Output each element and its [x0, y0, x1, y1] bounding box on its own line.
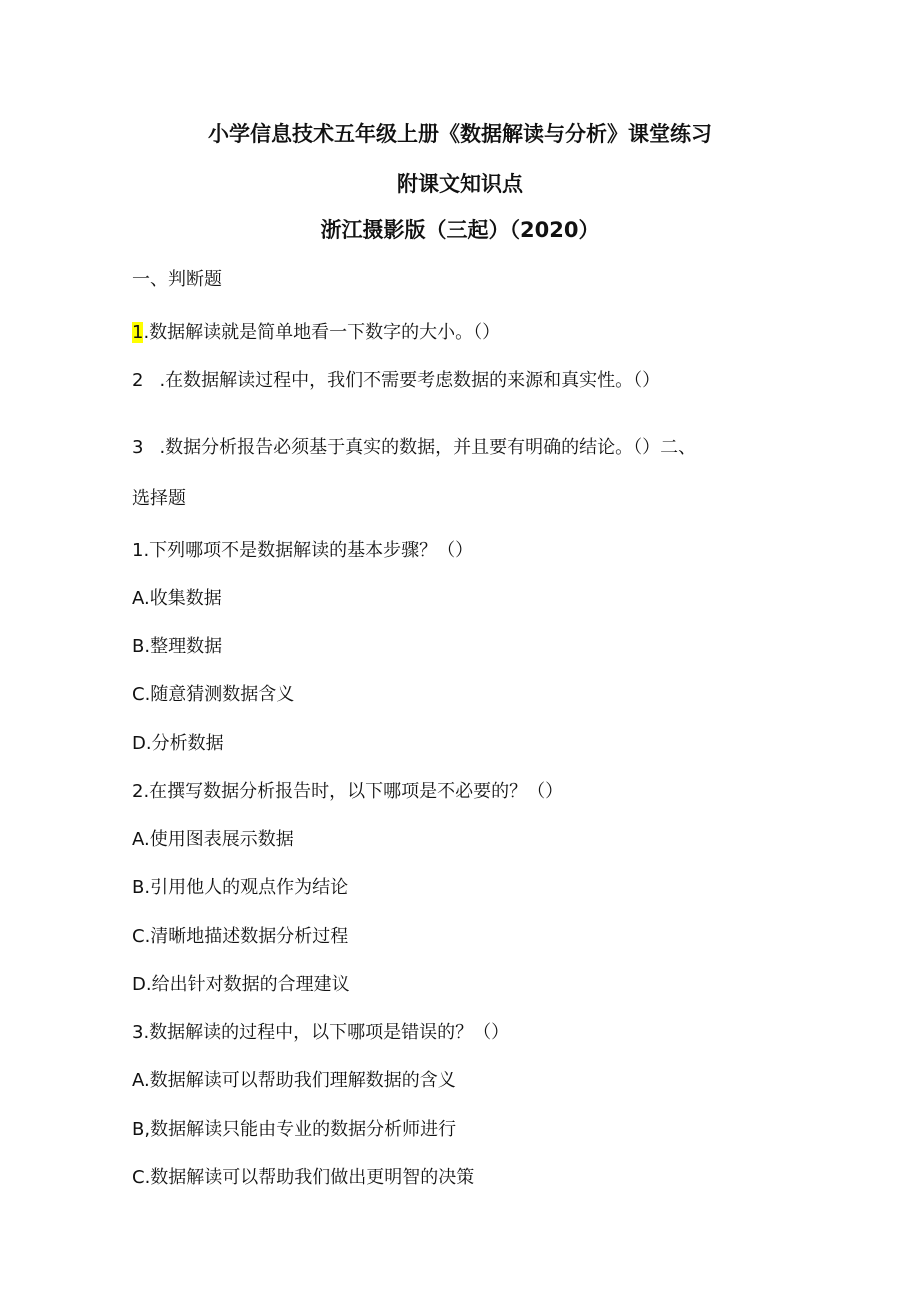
document-edition: 浙江摄影版（三起）（2020） [320, 218, 600, 242]
mc-option: C.清晰地描述数据分析过程 [132, 926, 349, 947]
mc-question-1: 1.下列哪项不是数据解读的基本步骤？（） [132, 540, 474, 561]
mc-question-3: 3.数据解读的过程中，以下哪项是错误的？（） [132, 1022, 510, 1043]
question-text: .在数据解读过程中，我们不需要考虑数据的来源和真实性。（） [159, 370, 661, 391]
mc-option: A.使用图表展示数据 [132, 829, 294, 850]
mc-option: A.收集数据 [132, 588, 222, 609]
mc-question-2: 2.在撰写数据分析报告时，以下哪项是不必要的？（） [132, 781, 564, 802]
mc-option: C.随意猜测数据含义 [132, 684, 295, 705]
mc-option: B,数据解读只能由专业的数据分析师进行 [132, 1119, 457, 1140]
mc-option: B.引用他人的观点作为结论 [132, 877, 349, 898]
mc-option: D.分析数据 [132, 733, 224, 754]
mc-option: B.整理数据 [132, 636, 223, 657]
question-number: 1 [132, 322, 144, 343]
tf-question-2 [132, 366, 660, 392]
mc-option: C.数据解读可以帮助我们做出更明智的决策 [132, 1167, 475, 1188]
document-subtitle: 附课文知识点 [397, 172, 523, 196]
question-text: .数据解读就是简单地看一下数字的大小。（） [143, 322, 501, 343]
question-text: .数据分析报告必须基于真实的数据，并且要有明确的结论。（）二、 [159, 437, 697, 458]
section-heading-true-false: 一、判断题 [132, 269, 222, 290]
section-heading-multiple-choice: 选择题 [132, 488, 186, 509]
tf-question-1 [132, 318, 500, 344]
question-number: 3 [132, 437, 144, 458]
mc-option: D.给出针对数据的合理建议 [132, 974, 350, 995]
mc-option: A.数据解读可以帮助我们理解数据的含义 [132, 1070, 456, 1091]
question-number: 2 [132, 370, 144, 391]
tf-question-3 [132, 433, 696, 459]
document-title: 小学信息技术五年级上册《数据解读与分析》课堂练习 [208, 122, 712, 146]
